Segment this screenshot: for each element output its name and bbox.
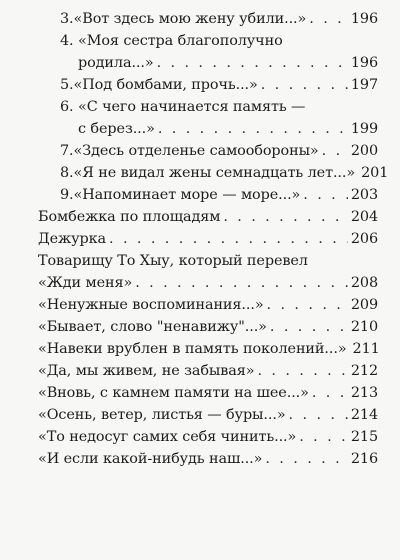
dot-leader (309, 8, 348, 30)
dot-leader (265, 448, 347, 470)
toc-entry-vnov[interactable] (38, 382, 378, 404)
toc-entry-5[interactable] (38, 74, 378, 96)
dot-leader (157, 52, 348, 74)
toc-entry-dezhurka[interactable] (38, 228, 378, 250)
entry-page-number: 196 (350, 11, 378, 27)
toc-entry-nenuzhnye[interactable] (38, 294, 378, 316)
entry-page-number: 214 (350, 407, 378, 423)
entry-title: «Навеки врублен в память поколений...» (38, 341, 347, 357)
dot-leader (270, 316, 348, 338)
entry-title: «Ненужные воспоминания...» (38, 297, 264, 313)
entry-page-number: 200 (350, 143, 378, 159)
dot-leader (267, 294, 348, 316)
toc-entry-byvaet[interactable] (38, 316, 378, 338)
entry-number: 9. (60, 187, 74, 203)
dot-leader (289, 404, 348, 426)
entry-title: «Под бомбами, прочь...» (73, 77, 258, 93)
entry-page-number: 196 (350, 55, 378, 71)
toc-entry-6[interactable] (38, 96, 378, 140)
entry-page-number: 201 (361, 165, 389, 181)
toc-entry-4[interactable] (38, 30, 378, 74)
entry-page-number: 213 (350, 385, 378, 401)
entry-title-line-2: родила...» (78, 55, 154, 71)
toc-entry-da-my-zhivem[interactable] (38, 360, 378, 382)
entry-title: «И если какой-нибудь наш...» (38, 451, 263, 467)
entry-title: «Вот здесь мою жену убили...» (73, 11, 307, 27)
toc-entry-8[interactable] (38, 162, 389, 184)
dot-leader (135, 272, 348, 294)
entry-title: «Осень, ветер, листья — буры...» (38, 407, 286, 423)
entry-title-line-2: «Жди меня» (38, 275, 133, 291)
entry-title: «Бывает, слово "ненавижу"...» (38, 319, 267, 335)
entry-page-number: 197 (350, 77, 378, 93)
entry-number: 4. (60, 33, 74, 49)
entry-number: 8. (60, 165, 74, 181)
dot-leader (261, 74, 348, 96)
dot-leader (109, 228, 348, 250)
entry-page-number: 206 (350, 231, 378, 247)
entry-title: «Вновь, с камнем памяти на шее...» (38, 385, 309, 401)
entry-page-number: 204 (350, 209, 378, 225)
dot-leader (322, 140, 348, 162)
toc-entry-naveki[interactable] (38, 338, 378, 360)
entry-page-number: 209 (350, 297, 378, 313)
toc-entry-to-hyu[interactable] (38, 250, 378, 294)
toc-entry-i-esli[interactable] (38, 448, 378, 470)
entry-page-number: 215 (350, 429, 378, 445)
entry-title: Дежурка (38, 231, 107, 247)
toc-entry-bombezhka[interactable] (38, 206, 378, 228)
entry-page-number: 216 (350, 451, 378, 467)
toc-entry-nedosug[interactable] (38, 426, 378, 448)
entry-page-number: 211 (352, 341, 380, 357)
toc-entry-9[interactable] (38, 184, 378, 206)
entry-number: 5. (60, 77, 74, 93)
dot-leader (303, 184, 348, 206)
toc-entry-3[interactable] (38, 8, 378, 30)
entry-title-line-1: «Моя сестра благополучно (78, 33, 283, 49)
dot-leader (312, 382, 348, 404)
toc-entry-7[interactable] (38, 140, 378, 162)
toc-entry-osen[interactable] (38, 404, 378, 426)
entry-number: 3. (60, 11, 74, 27)
dot-leader (299, 426, 348, 448)
entry-page-number: 212 (350, 363, 378, 379)
entry-title: Бомбежка по площадям (38, 209, 221, 225)
entry-number: 6. (60, 99, 74, 115)
entry-number: 7. (60, 143, 74, 159)
entry-title: «Здесь отделенье самообороны» (73, 143, 319, 159)
dot-leader (223, 206, 348, 228)
entry-title: «Напоминает море — море...» (73, 187, 301, 203)
entry-page-number: 210 (350, 319, 378, 335)
entry-page-number: 199 (350, 121, 378, 137)
entry-title-line-1: Товарищу То Хыу, который перевел (38, 253, 308, 269)
entry-title-line-2: с берез...» (78, 121, 155, 137)
entry-page-number: 203 (350, 187, 378, 203)
entry-title: «Да, мы живем, не забывая» (38, 363, 255, 379)
entry-title: «Я не видал жены семнадцать лет...» (73, 165, 356, 181)
entry-title: «То недосуг самих себя чинить...» (38, 429, 297, 445)
entry-title-line-1: «С чего начинается память — (78, 99, 306, 115)
dot-leader (158, 118, 348, 140)
dot-leader (257, 360, 347, 382)
entry-page-number: 208 (350, 275, 378, 291)
table-of-contents (38, 8, 389, 470)
